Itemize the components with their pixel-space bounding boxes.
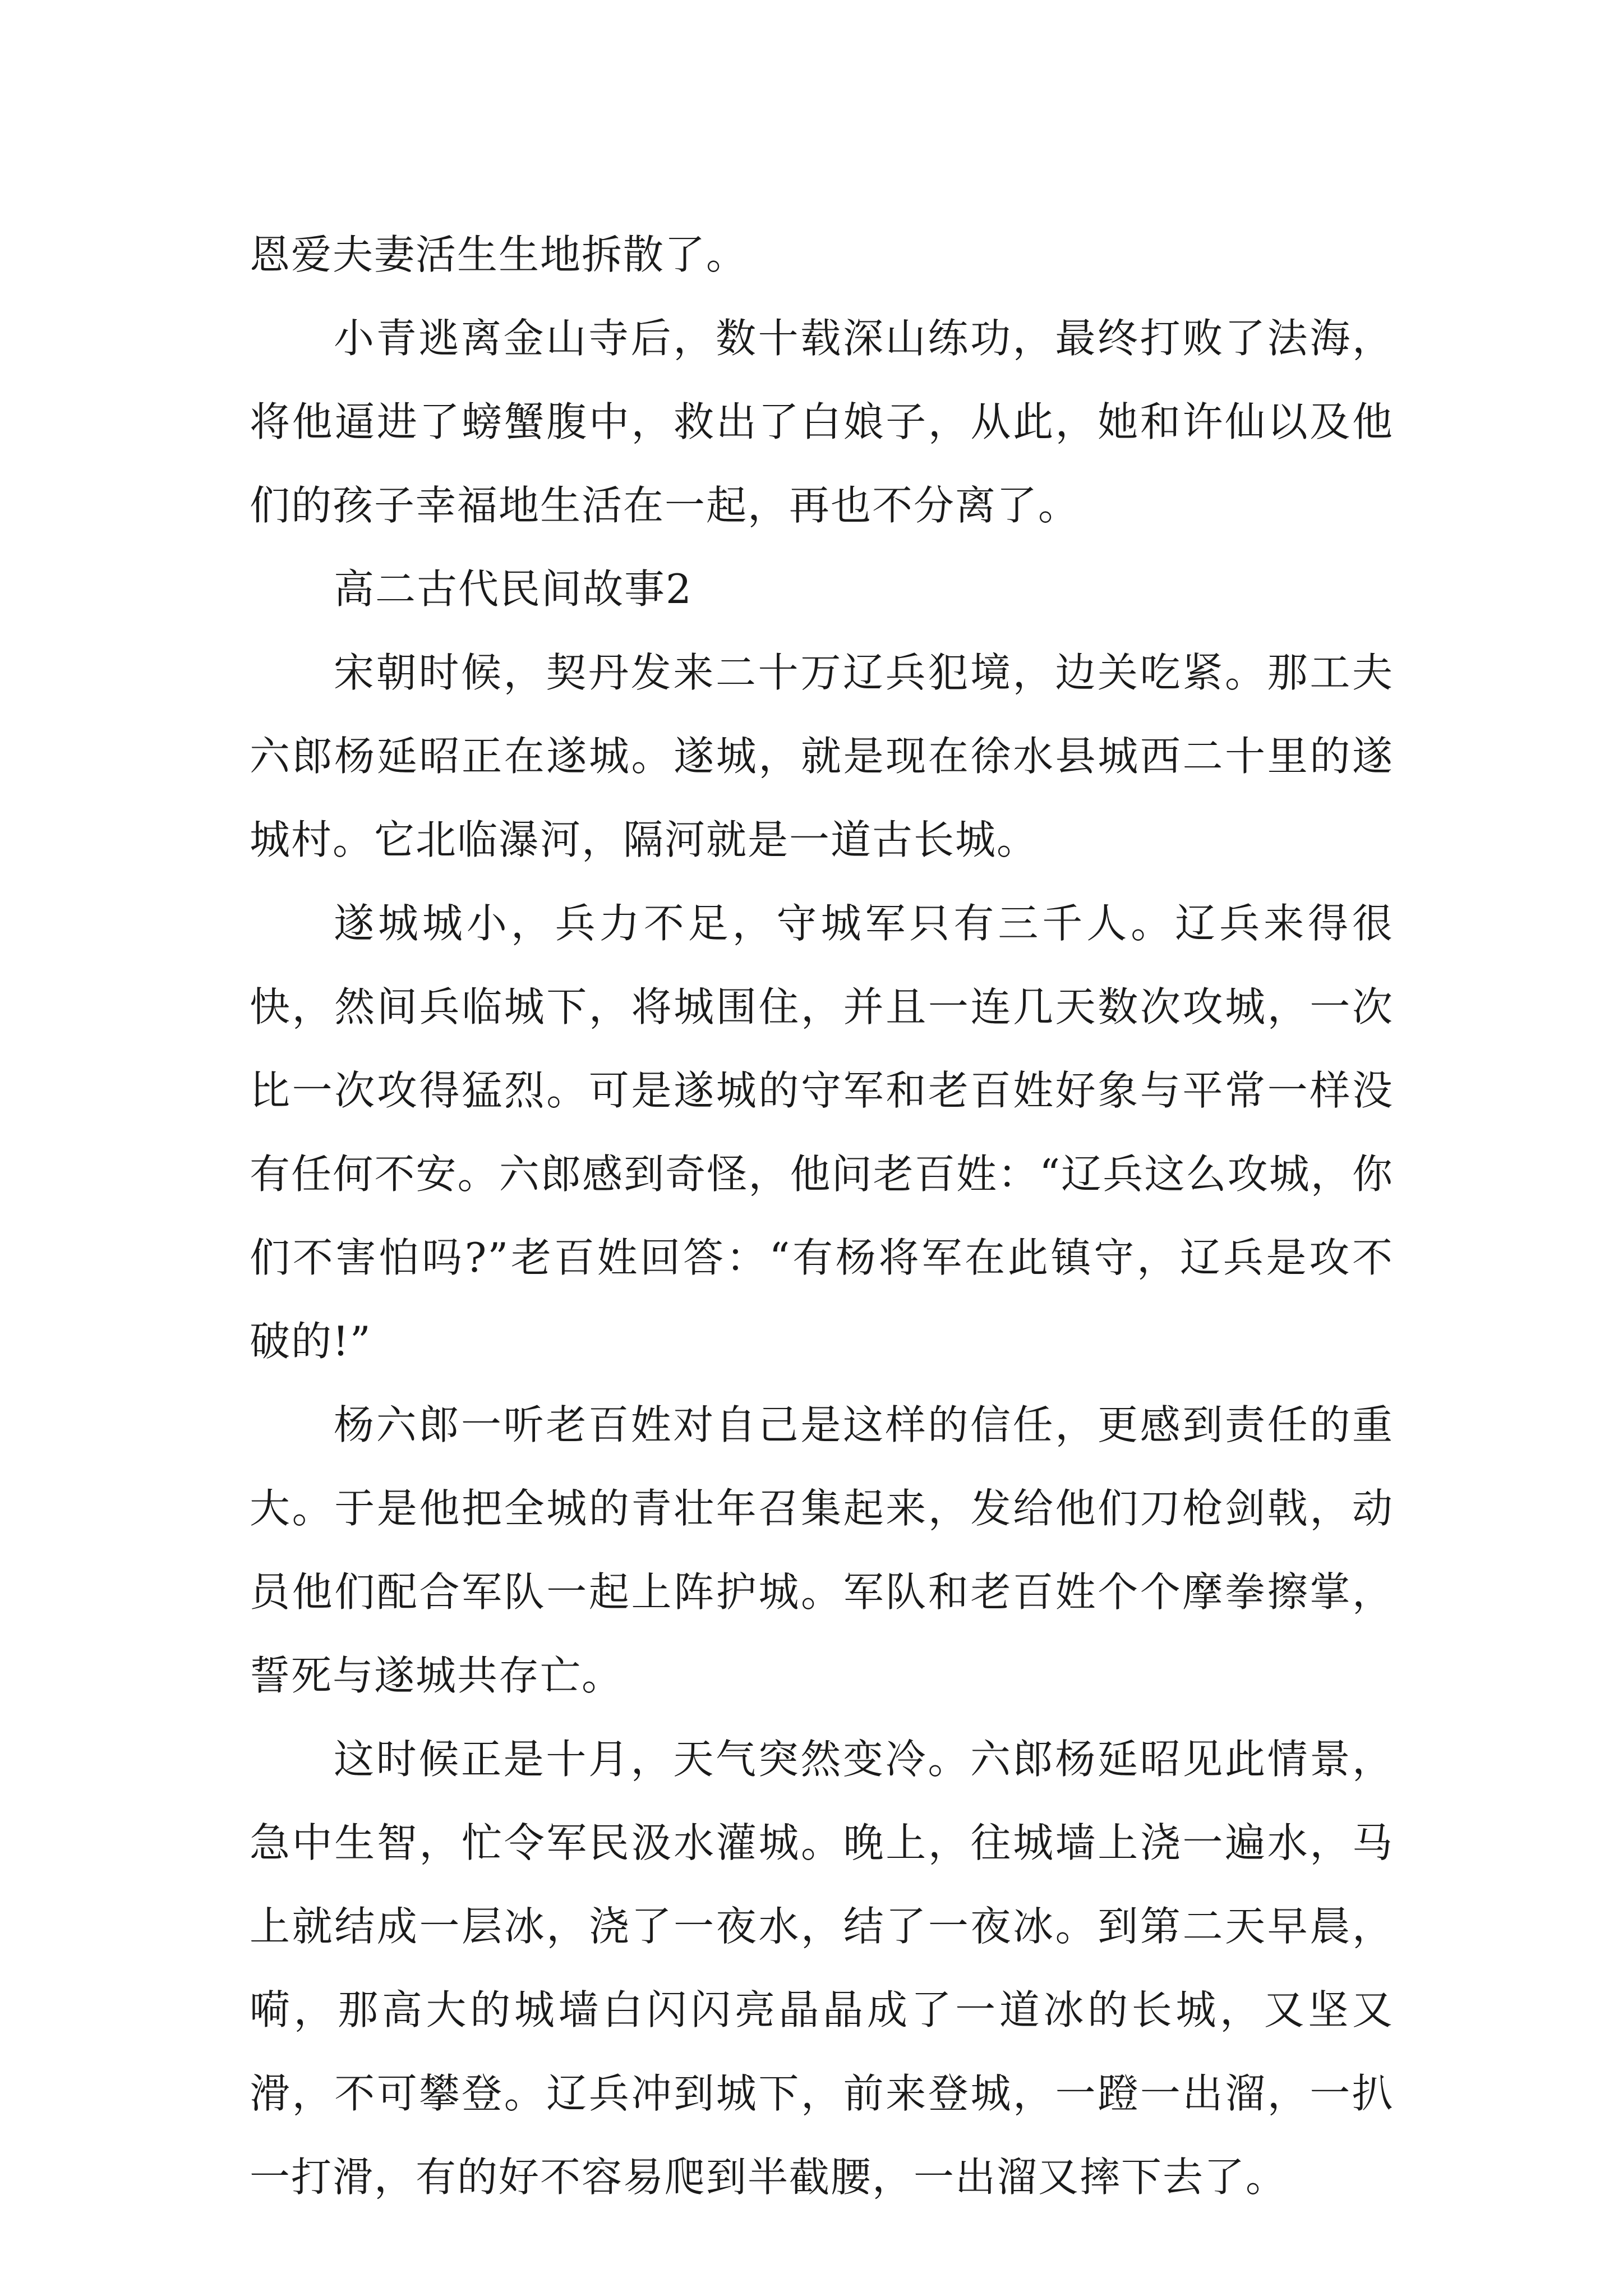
section-heading: 高二古代民间故事2 [334, 565, 693, 613]
paragraph-continued: 恩爱夫妻活生生地拆散了。 [250, 231, 748, 278]
paragraph-suicheng-siege: 遂城城小，兵力不足，守城军只有三千人。辽兵来得很快，然间兵临城下，将城围住，并且一连几天数次攻城，一次比一次攻得猛烈。可是遂城的守军和老百姓好象与平常一样没有任何不安。六郎感到奇怪，他问老百姓：“辽兵这么攻城，你们不害怕吗?”老百姓回答：“有杨将军在此镇守，辽兵是攻不破的!” [250, 900, 1394, 1365]
paragraph-yang-liulang: 杨六郎一听老百姓对自己是这样的信任，更感到责任的重大。于是他把全城的青壮年召集起来，发给他们刀枪剑戟，动员他们配合军队一起上阵护城。军队和老百姓个个摩拳擦掌，誓死与遂城共存亡。 [250, 1401, 1394, 1699]
paragraph-song-dynasty: 宋朝时候，契丹发来二十万辽兵犯境，边关吃紧。那工夫六郎杨延昭正在遂城。遂城，就是现在徐水县城西二十里的遂城村。它北临瀑河，隔河就是一道古长城。 [250, 649, 1394, 863]
document-body [250, 213, 1394, 2219]
paragraph-ice-wall: 这时候正是十月，天气突然变冷。六郎杨延昭见此情景，急中生智，忙令军民汲水灌城。晚上，往城墙上浇一遍水，马上就结成一层冰，浇了一夜水，结了一夜冰。到第二天早晨，嗬，那高大的城墙白闪闪亮晶晶成了一道冰的长城，又坚又滑，不可攀登。辽兵冲到城下，前来登城，一蹬一出溜，一扒一打滑，有的好不容易爬到半截腰，一出溜又摔下去了。 [250, 1736, 1394, 2201]
paragraph-xiaoqing: 小青逃离金山寺后，数十载深山练功，最终打败了法海，将他逼进了螃蟹腹中，救出了白娘子，从此，她和许仙以及他们的孩子幸福地生活在一起，再也不分离了。 [250, 315, 1394, 529]
